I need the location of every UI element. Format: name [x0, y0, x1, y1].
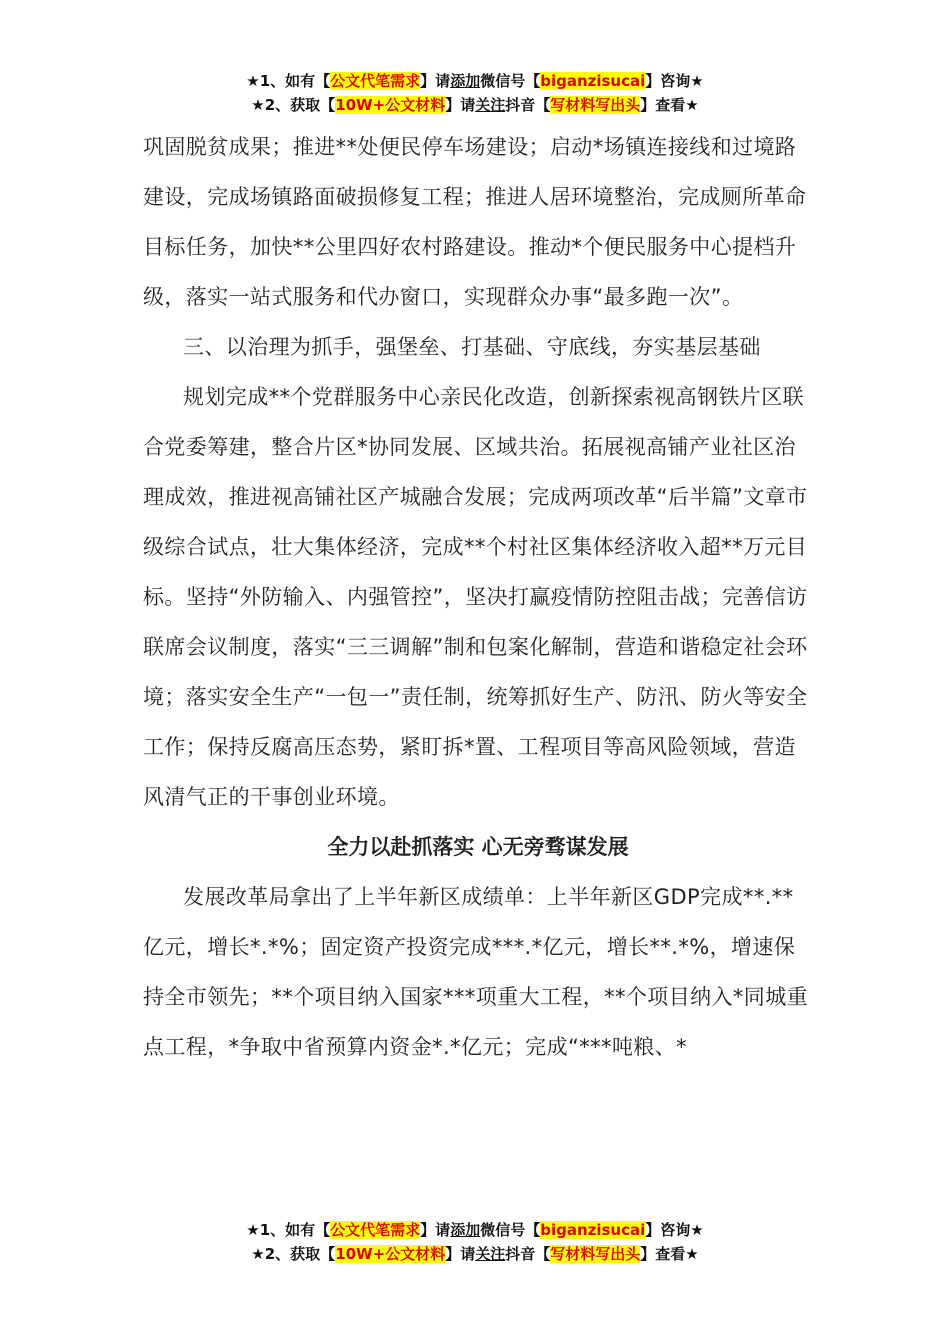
- promo-line-1: [0, 1218, 950, 1242]
- promo-highlight: 公文代笔需求: [330, 1221, 421, 1239]
- promo-text: ★1、如有【: [246, 1221, 331, 1239]
- promo-text: 】请: [420, 1221, 451, 1239]
- body-paragraph-3: 发展改革局拿出了上半年新区成绩单：上半年新区GDP完成**.**亿元，增长*.*%；固定资产投资完成***.*亿元，增长**.*%，增速保持全市领先；**个项目纳入国家***项重大工程，**个项目纳入*同城重点工程，*争取中省预算内资金*.*亿元；完成“***吨粮、*: [143, 885, 808, 1059]
- body-paragraph-1: 巩固脱贫成果；推进**处便民停车场建设；启动*场镇连接线和过境路建设，完成场镇路面破损修复工程；推进人居环境整治，完成厕所革命目标任务，加快**公里四好农村路建设。推动*个便民服务中心提档升级，落实一站式服务和代办窗口，实现群众办事“最多跑一次”。: [143, 135, 807, 309]
- promo-text: 】查看★: [640, 96, 699, 114]
- promo-highlight: 10W+公文材料: [335, 1245, 446, 1263]
- promo-line-2: [0, 93, 950, 117]
- promo-highlight-douyin: 写材料写出头: [550, 1245, 641, 1263]
- promo-text: 】咨询★: [645, 1221, 704, 1239]
- promo-underlined: 关注: [475, 96, 506, 114]
- bold-subheading: 全力以赴抓落实 心无旁骛谋发展: [327, 835, 629, 859]
- promo-text: 】请: [420, 72, 451, 90]
- promo-text: ★1、如有【: [246, 72, 331, 90]
- promo-text: ★2、获取【: [251, 96, 336, 114]
- body-paragraph-2: 规划完成**个党群服务中心亲民化改造，创新探索视高钢铁片区联合党委筹建，整合片区*协同发展、区域共治。拓展视高铺产业社区治理成效，推进视高铺社区产城融合发展；完成两项改革“后半篇”文章市级综合试点，壮大集体经济，完成**个村社区集体经济收入超**万元目标。坚持“外防输入、内强管控”，坚决打赢疫情防控阻击战；完善信访联席会议制度，落实“三三调解”制和包案化解制，营造和谐稳定社会环境；落实安全生产“一包一”责任制，统筹抓好生产、防汛、防火等安全工作；保持反腐高压态势，紧盯拆*置、工程项目等高风险领域，营造风清气正的干事创业环境。: [143, 385, 808, 809]
- promo-text: 微信号【: [480, 1221, 541, 1239]
- promo-highlight-wechat: biganzisucai: [540, 72, 646, 90]
- promo-line-2: [0, 1242, 950, 1266]
- promo-underlined: 添加: [450, 72, 481, 90]
- promo-text: 】咨询★: [645, 72, 704, 90]
- top-promo-banner: [0, 69, 950, 117]
- promo-text: 】请: [445, 1245, 476, 1263]
- promo-underlined: 添加: [450, 1221, 481, 1239]
- promo-line-1: [0, 69, 950, 93]
- bottom-promo-banner: [0, 1218, 950, 1266]
- promo-text: 】查看★: [640, 1245, 699, 1263]
- promo-highlight-wechat: biganzisucai: [540, 1221, 646, 1239]
- promo-text: 】请: [445, 96, 476, 114]
- promo-text: 抖音【: [505, 1245, 551, 1263]
- promo-highlight: 公文代笔需求: [330, 72, 421, 90]
- promo-underlined: 关注: [475, 1245, 506, 1263]
- promo-highlight: 10W+公文材料: [335, 96, 446, 114]
- promo-text: ★2、获取【: [251, 1245, 336, 1263]
- section-3-title: 三、以治理为抓手，强堡垒、打基础、守底线，夯实基层基础: [183, 335, 761, 359]
- promo-highlight-douyin: 写材料写出头: [550, 96, 641, 114]
- promo-text: 微信号【: [480, 72, 541, 90]
- promo-text: 抖音【: [505, 96, 551, 114]
- document-body: [143, 122, 813, 1072]
